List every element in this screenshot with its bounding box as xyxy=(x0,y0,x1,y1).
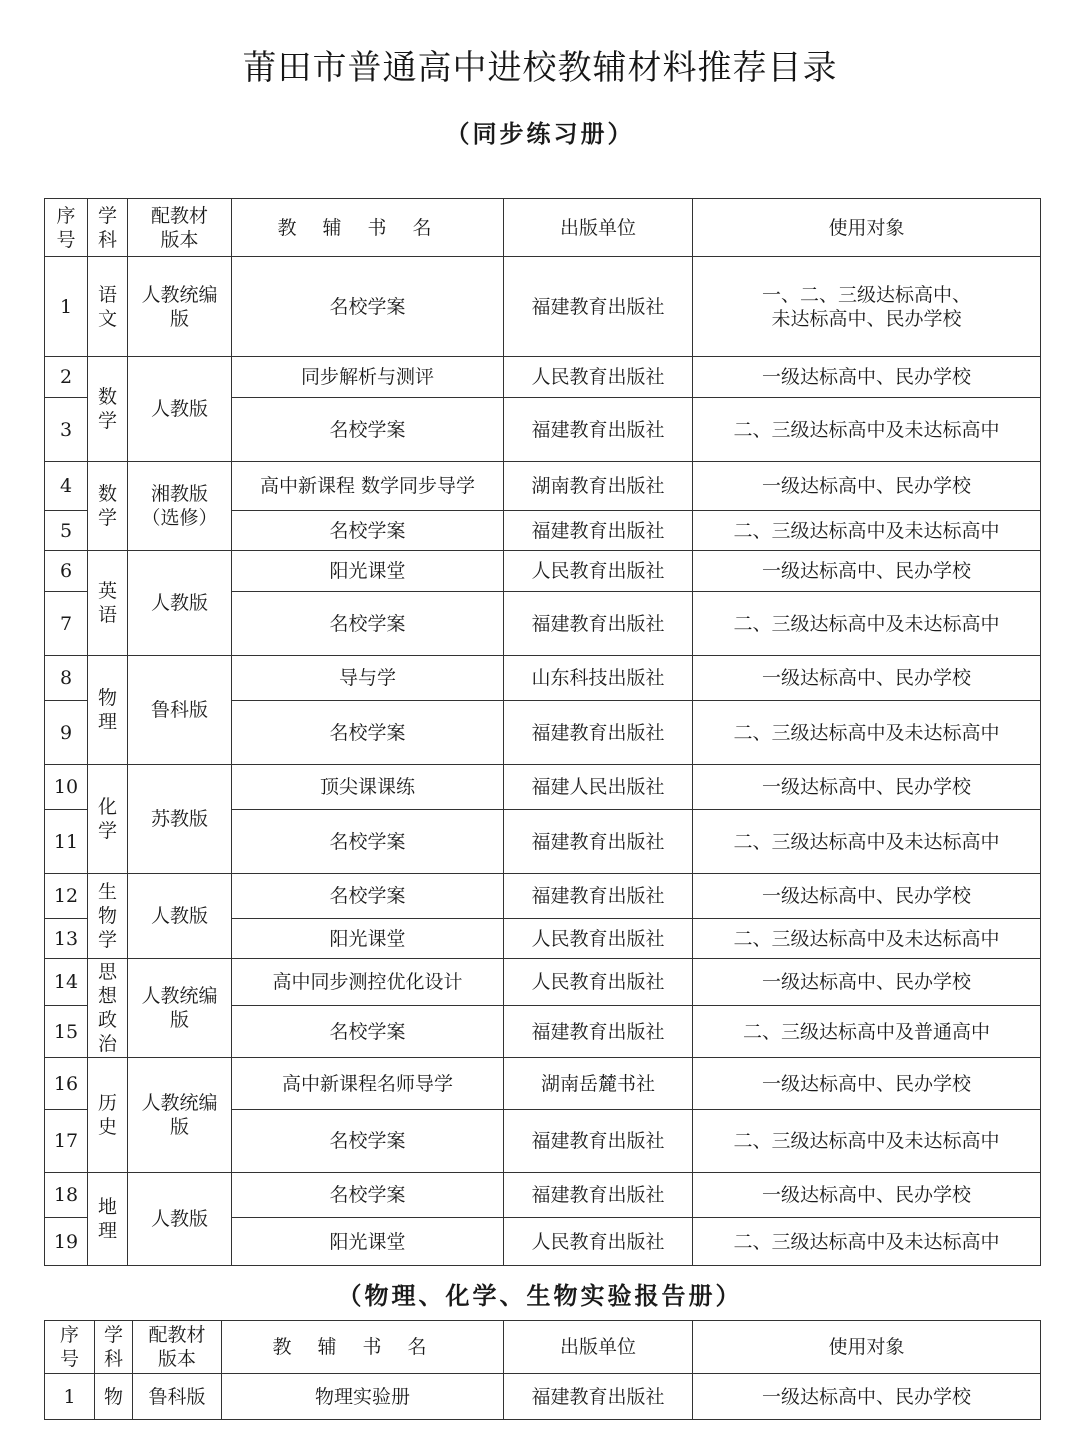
edition-line: 人教统编 xyxy=(141,283,218,306)
row-publisher: 湖南教育出版社 xyxy=(504,462,693,511)
header-subject xyxy=(95,1321,133,1374)
table-row xyxy=(45,357,1041,398)
row-subject xyxy=(88,1058,128,1173)
row-target xyxy=(693,398,1041,462)
row-target xyxy=(693,257,1041,357)
target-line: 一级达标高中、民办学校 xyxy=(761,971,971,993)
row-index: 12 xyxy=(45,874,88,919)
row-edition xyxy=(128,357,232,462)
target-line: 一级达标高中、民办学校 xyxy=(761,1184,971,1206)
row-edition xyxy=(128,1058,232,1173)
row-publisher: 人民教育出版社 xyxy=(504,357,693,398)
header-index xyxy=(45,1321,95,1374)
practice-book-table xyxy=(44,198,1041,1266)
row-edition xyxy=(128,874,232,959)
row-publisher: 福建教育出版社 xyxy=(504,1006,693,1058)
edition-line: 人教版 xyxy=(150,1208,208,1230)
subject-char: 物 xyxy=(97,687,117,709)
edition-line: 湘教版 xyxy=(150,483,208,505)
row-subject xyxy=(88,462,128,551)
header-edition-line: 配教材 xyxy=(148,1324,206,1346)
row-book: 名校学案 xyxy=(232,257,504,357)
target-line: 一级达标高中、民办学校 xyxy=(761,475,971,497)
row-subject xyxy=(88,656,128,765)
table-row xyxy=(45,656,1041,701)
header-subject-line: 科 xyxy=(103,1348,123,1370)
row-index: 9 xyxy=(45,701,88,765)
row-target xyxy=(693,919,1041,959)
row-book: 高中新课程名师导学 xyxy=(232,1058,504,1110)
table-row xyxy=(45,551,1041,592)
subject-char: 语 xyxy=(97,283,117,306)
table-row xyxy=(45,874,1041,919)
row-target xyxy=(693,511,1041,551)
target-line: 一级达标高中、民办学校 xyxy=(761,776,971,798)
target-line: 未达标高中、民办学校 xyxy=(771,307,962,330)
edition-line: 人教统编 xyxy=(141,1092,218,1114)
row-index: 10 xyxy=(45,765,88,810)
row-edition xyxy=(128,462,232,551)
row-publisher: 山东科技出版社 xyxy=(504,656,693,701)
header-edition xyxy=(128,199,232,257)
row-target xyxy=(693,462,1041,511)
row-publisher: 人民教育出版社 xyxy=(504,959,693,1006)
row-edition xyxy=(128,551,232,656)
row-target xyxy=(693,1006,1041,1058)
edition-line: 版 xyxy=(169,1116,189,1138)
target-line: 一级达标高中、民办学校 xyxy=(761,560,971,582)
target-line: 二、三级达标高中及未达标高中 xyxy=(733,830,1000,853)
row-subject xyxy=(88,551,128,656)
subject-char: 政 xyxy=(97,1009,117,1031)
target-line: 二、三级达标高中及未达标高中 xyxy=(733,1130,1000,1152)
header-subject-line: 学 xyxy=(97,204,117,227)
row-target xyxy=(693,1110,1041,1173)
row-publisher: 福建教育出版社 xyxy=(504,874,693,919)
row-publisher: 福建教育出版社 xyxy=(504,1374,693,1420)
edition-line: （选修） xyxy=(141,507,218,529)
row-publisher: 湖南岳麓书社 xyxy=(504,1058,693,1110)
target-line: 一级达标高中、民办学校 xyxy=(761,366,971,388)
header-book: 教辅书名 xyxy=(222,1321,504,1374)
header-edition-line: 版本 xyxy=(157,1348,196,1370)
table-header-row xyxy=(45,1321,1041,1374)
header-index-line: 序 xyxy=(59,1324,79,1346)
row-index: 7 xyxy=(45,592,88,656)
edition-line: 人教版 xyxy=(150,592,208,614)
row-index: 19 xyxy=(45,1218,88,1266)
table-row xyxy=(45,462,1041,511)
subject-char: 化 xyxy=(97,796,117,818)
subject-char: 史 xyxy=(97,1116,117,1138)
subject-char: 学 xyxy=(97,820,117,842)
header-edition-line: 版本 xyxy=(160,228,199,251)
edition-line: 版 xyxy=(169,307,189,330)
row-book: 导与学 xyxy=(232,656,504,701)
header-edition-line: 配教材 xyxy=(150,204,208,227)
table-header-row xyxy=(45,199,1041,257)
row-target xyxy=(693,357,1041,398)
row-index: 6 xyxy=(45,551,88,592)
row-edition: 鲁科版 xyxy=(133,1374,222,1420)
row-target: 一级达标高中、民办学校 xyxy=(693,1374,1041,1420)
row-book: 阳光课堂 xyxy=(232,919,504,959)
header-book: 教辅书名 xyxy=(232,199,504,257)
table-row xyxy=(45,959,1041,1006)
row-publisher: 福建教育出版社 xyxy=(504,257,693,357)
row-index: 14 xyxy=(45,959,88,1006)
row-book: 物理实验册 xyxy=(222,1374,504,1420)
subject-char: 文 xyxy=(97,307,117,330)
subject-char: 理 xyxy=(97,711,117,733)
row-target xyxy=(693,1058,1041,1110)
header-target: 使用对象 xyxy=(693,1321,1041,1374)
row-target xyxy=(693,592,1041,656)
row-index: 13 xyxy=(45,919,88,959)
row-book: 名校学案 xyxy=(232,874,504,919)
table-row xyxy=(45,1058,1041,1110)
section-title-practice: （同步练习册） xyxy=(445,120,635,148)
table-row xyxy=(45,1374,1041,1420)
row-publisher: 福建教育出版社 xyxy=(504,592,693,656)
row-book: 名校学案 xyxy=(232,810,504,874)
row-target xyxy=(693,765,1041,810)
row-subject xyxy=(88,765,128,874)
row-subject xyxy=(88,959,128,1058)
row-index: 1 xyxy=(45,1374,95,1420)
edition-line: 鲁科版 xyxy=(150,699,208,721)
row-publisher: 福建教育出版社 xyxy=(504,398,693,462)
row-book: 名校学案 xyxy=(232,1110,504,1173)
row-index: 3 xyxy=(45,398,88,462)
row-subject xyxy=(88,257,128,357)
target-line: 二、三级达标高中及普通高中 xyxy=(742,1020,990,1043)
row-target xyxy=(693,551,1041,592)
row-index: 16 xyxy=(45,1058,88,1110)
page-title: 莆田市普通高中进校教辅材料推荐目录 xyxy=(242,48,838,88)
target-line: 二、三级达标高中及未达标高中 xyxy=(733,721,1000,744)
header-publisher: 出版单位 xyxy=(504,199,693,257)
edition-line: 苏教版 xyxy=(150,808,208,830)
subject-char: 学 xyxy=(97,410,117,432)
header-publisher: 出版单位 xyxy=(504,1321,693,1374)
practice-book-table-body xyxy=(45,257,1041,1266)
target-line: 一级达标高中、民办学校 xyxy=(761,885,971,907)
row-index: 11 xyxy=(45,810,88,874)
row-index: 1 xyxy=(45,257,88,357)
row-book: 顶尖课课练 xyxy=(232,765,504,810)
table-row xyxy=(45,1173,1041,1218)
header-index-line: 号 xyxy=(59,1348,79,1370)
subject-char: 语 xyxy=(97,604,117,626)
target-line: 一级达标高中、民办学校 xyxy=(761,667,971,689)
row-book: 高中新课程 数学同步导学 xyxy=(232,462,504,511)
row-publisher: 福建教育出版社 xyxy=(504,1110,693,1173)
row-publisher: 福建教育出版社 xyxy=(504,1173,693,1218)
row-book: 高中同步测控优化设计 xyxy=(232,959,504,1006)
row-book: 名校学案 xyxy=(232,701,504,765)
target-line: 一级达标高中、民办学校 xyxy=(761,1072,971,1095)
header-edition xyxy=(133,1321,222,1374)
subject-char: 历 xyxy=(97,1092,117,1114)
target-line: 二、三级达标高中及未达标高中 xyxy=(733,927,1000,950)
row-subject xyxy=(88,874,128,959)
row-edition xyxy=(128,257,232,357)
row-publisher: 人民教育出版社 xyxy=(504,919,693,959)
row-publisher: 福建教育出版社 xyxy=(504,511,693,551)
edition-line: 人教统编 xyxy=(141,985,218,1007)
target-line: 一、二、三级达标高中、 xyxy=(761,283,971,306)
row-edition xyxy=(128,765,232,874)
target-line: 二、三级达标高中及未达标高中 xyxy=(733,612,1000,635)
header-target: 使用对象 xyxy=(693,199,1041,257)
target-line: 二、三级达标高中及未达标高中 xyxy=(733,519,1000,542)
header-index xyxy=(45,199,88,257)
row-book: 阳光课堂 xyxy=(232,551,504,592)
row-book: 同步解析与测评 xyxy=(232,357,504,398)
subject-char: 地 xyxy=(97,1196,117,1218)
target-line: 二、三级达标高中及未达标高中 xyxy=(733,1230,1000,1253)
row-target xyxy=(693,701,1041,765)
row-index: 17 xyxy=(45,1110,88,1173)
row-book: 阳光课堂 xyxy=(232,1218,504,1266)
row-target xyxy=(693,959,1041,1006)
row-edition xyxy=(128,959,232,1058)
row-book: 名校学案 xyxy=(232,511,504,551)
subject-char: 生 xyxy=(97,881,117,903)
row-publisher: 福建人民出版社 xyxy=(504,765,693,810)
edition-line: 人教版 xyxy=(150,398,208,420)
row-index: 15 xyxy=(45,1006,88,1058)
row-edition xyxy=(128,1173,232,1266)
subject-char: 数 xyxy=(97,483,117,505)
header-subject-line: 科 xyxy=(97,228,117,251)
edition-line: 人教版 xyxy=(150,905,208,927)
row-index: 2 xyxy=(45,357,88,398)
row-index: 5 xyxy=(45,511,88,551)
lab-report-table-body xyxy=(45,1374,1041,1420)
subject-char: 思 xyxy=(97,961,117,983)
subject-char: 英 xyxy=(97,580,117,602)
row-target xyxy=(693,1173,1041,1218)
subject-char: 数 xyxy=(97,386,117,408)
row-target xyxy=(693,874,1041,919)
edition-line: 版 xyxy=(169,1009,189,1031)
row-publisher: 人民教育出版社 xyxy=(504,1218,693,1266)
table-row xyxy=(45,765,1041,810)
subject-char: 学 xyxy=(97,929,117,951)
row-target xyxy=(693,656,1041,701)
row-book: 名校学案 xyxy=(232,1173,504,1218)
header-subject xyxy=(88,199,128,257)
header-index-line: 序 xyxy=(56,204,76,227)
subject-char: 物 xyxy=(97,905,117,927)
row-target xyxy=(693,810,1041,874)
row-edition xyxy=(128,656,232,765)
header-subject-line: 学 xyxy=(103,1324,123,1346)
row-book: 名校学案 xyxy=(232,398,504,462)
subject-char: 治 xyxy=(97,1033,117,1055)
subject-char: 想 xyxy=(97,985,117,1007)
row-index: 4 xyxy=(45,462,88,511)
row-target xyxy=(693,1218,1041,1266)
subject-char: 理 xyxy=(97,1220,117,1242)
row-book: 名校学案 xyxy=(232,1006,504,1058)
section-title-lab-report: （物理、化学、生物实验报告册） xyxy=(337,1282,743,1310)
table-row xyxy=(45,257,1041,357)
row-index: 8 xyxy=(45,656,88,701)
row-publisher: 人民教育出版社 xyxy=(504,551,693,592)
subject-char: 学 xyxy=(97,507,117,529)
row-book: 名校学案 xyxy=(232,592,504,656)
row-publisher: 福建教育出版社 xyxy=(504,701,693,765)
header-index-line: 号 xyxy=(56,228,76,251)
row-subject xyxy=(88,1173,128,1266)
row-publisher: 福建教育出版社 xyxy=(504,810,693,874)
lab-report-table xyxy=(44,1320,1041,1420)
target-line: 二、三级达标高中及未达标高中 xyxy=(733,418,1000,441)
row-index: 18 xyxy=(45,1173,88,1218)
row-subject xyxy=(88,357,128,462)
row-subject: 物 xyxy=(95,1374,133,1420)
